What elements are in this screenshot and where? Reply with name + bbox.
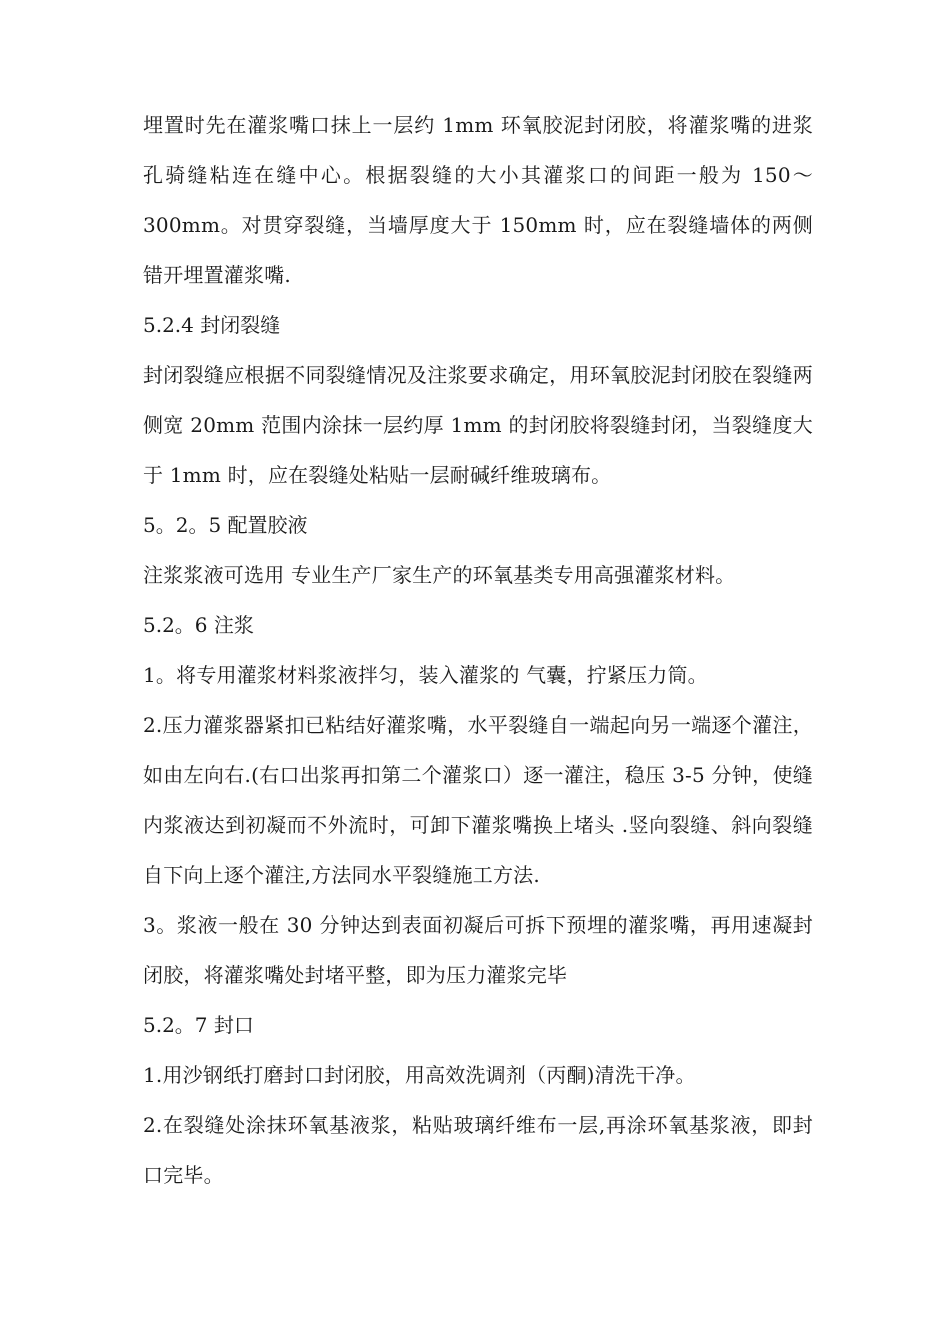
document-body bbox=[143, 100, 813, 1200]
section-heading-5-2-4: 5.2.4 封闭裂缝 bbox=[143, 313, 281, 337]
paragraph-seal-crack: 封闭裂缝应根据不同裂缝情况及注浆要求确定，用环氧胶泥封闭胶在裂缝两侧宽 20mm 范围内涂抹一层约厚 1mm 的封闭胶将裂缝封闭，当裂缝度大于 1mm 时，应在裂缝处粘贴一层耐碱纤维玻璃布。 bbox=[143, 363, 813, 487]
paragraph-sealing-step-2: 2.在裂缝处涂抹环氧基液浆，粘贴玻璃纤维布一层,再涂环氧基浆液，即封口完毕。 bbox=[143, 1113, 813, 1187]
paragraph-grouting-step-2: 2.压力灌浆器紧扣已粘结好灌浆嘴，水平裂缝自一端起向另一端逐个灌注，如由左向右.(右口出浆再扣第二个灌浆口）逐一灌注，稳压 3-5 分钟，使缝内浆液达到初凝而不外流时，可卸下灌浆嘴换上堵头 .竖向裂缝、斜向裂缝自下向上逐个灌注,方法同水平裂缝施工方法. bbox=[143, 713, 813, 887]
paragraph-grouting-step-1: 1。将专用灌浆材料浆液拌匀，装入灌浆的 气囊，拧紧压力筒。 bbox=[143, 663, 708, 687]
section-heading-5-2-6: 5.2。6 注浆 bbox=[143, 613, 254, 637]
section-heading-5-2-7: 5.2。7 封口 bbox=[143, 1013, 254, 1037]
paragraph-grout-nozzle-embedding: 埋置时先在灌浆嘴口抹上一层约 1mm 环氧胶泥封闭胶，将灌浆嘴的进浆孔骑缝粘连在缝中心。根据裂缝的大小其灌浆口的间距一般为 150～300mm。对贯穿裂缝，当墙厚度大于 150mm 时，应在裂缝墙体的两侧错开埋置灌浆嘴. bbox=[143, 113, 813, 287]
section-heading-5-2-5: 5。2。5 配置胶液 bbox=[143, 513, 308, 537]
paragraph-grout-material: 注浆浆液可选用 专业生产厂家生产的环氧基类专用高强灌浆材料。 bbox=[143, 563, 736, 587]
paragraph-sealing-step-1: 1.用沙钢纸打磨封口封闭胶，用高效洗调剂（丙酮)清洗干净。 bbox=[143, 1063, 696, 1087]
paragraph-grouting-step-3: 3。浆液一般在 30 分钟达到表面初凝后可拆下预埋的灌浆嘴，再用速凝封闭胶，将灌浆嘴处封堵平整，即为压力灌浆完毕 bbox=[143, 913, 813, 987]
